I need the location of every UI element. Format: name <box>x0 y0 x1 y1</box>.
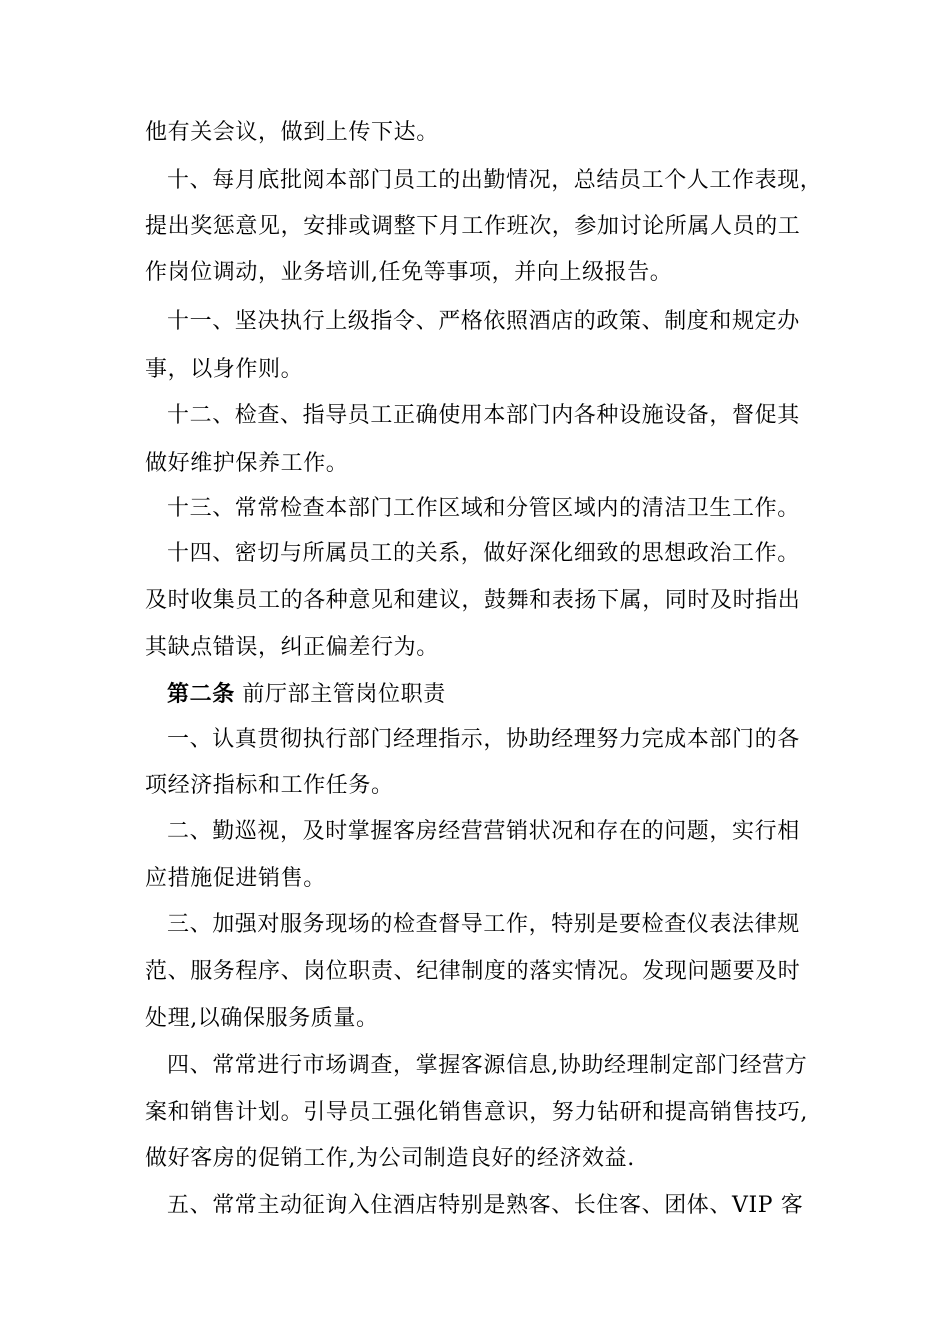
text-line-23: 做好客房的促销工作,为公司制造良好的经济效益. <box>145 1146 635 1171</box>
text-line-3: 提出奖惩意见，安排或调整下月工作班次，参加讨论所属人员的工 <box>145 214 801 239</box>
text-line-22: 案和销售计划。引导员工强化销售意识，努力钻研和提高销售技巧, <box>145 1100 808 1125</box>
text-line-20: 处理,以确保服务质量。 <box>145 1006 379 1031</box>
section-heading <box>167 679 847 710</box>
text-line-14: 一、认真贯彻执行部门经理指示，协助经理努力完成本部门的各 <box>167 727 800 752</box>
text-line-5: 十一、坚决执行上级指令、严格依照酒店的政策、制度和规定办 <box>167 309 800 334</box>
text-line-9: 十三、常常检查本部门工作区域和分管区域内的清洁卫生工作。 <box>167 496 800 521</box>
text-line-7: 十二、检查、指导员工正确使用本部门内各种设施设备，督促其 <box>167 403 800 428</box>
text-line-12: 其缺点错误，纠正偏差行为。 <box>145 635 439 660</box>
text-line-8: 做好维护保养工作。 <box>145 451 349 476</box>
text-line-18: 三、加强对服务现场的检查督导工作，特别是要检查仪表法律规 <box>167 912 800 937</box>
text-line-16: 二、勤巡视，及时掌握客房经营营销状况和存在的问题，实行相 <box>167 819 800 844</box>
text-line-15: 项经济指标和工作任务。 <box>145 773 394 798</box>
text-line-10: 十四、密切与所属员工的关系，做好深化细致的思想政治工作。 <box>167 541 800 566</box>
text-line-1: 他有关会议，做到上传下达。 <box>145 120 439 145</box>
section-heading-title: 前厅部主管岗位职责 <box>242 682 446 707</box>
text-line-17: 应措施促进销售。 <box>145 866 326 891</box>
text-line-21: 四、常常进行市场调查，掌握客源信息,协助经理制定部门经营方 <box>167 1053 808 1078</box>
section-heading-number: 第二条 <box>167 681 235 707</box>
text-line-4: 作岗位调动，业务培训,任免等事项，并向上级报告。 <box>145 260 673 285</box>
text-line-11: 及时收集员工的各种意见和建议，鼓舞和表扬下属，同时及时指出 <box>145 588 801 613</box>
text-line-2: 十、每月底批阅本部门员工的出勤情况，总结员工个人工作表现， <box>167 168 823 193</box>
text-line-19: 范、服务程序、岗位职责、纪律制度的落实情况。发现问题要及时 <box>145 959 801 984</box>
text-line-6: 事，以身作则。 <box>145 357 304 382</box>
text-line-24: 五、常常主动征询入住酒店特别是熟客、长住客、团体、VIP 客 <box>167 1193 804 1218</box>
